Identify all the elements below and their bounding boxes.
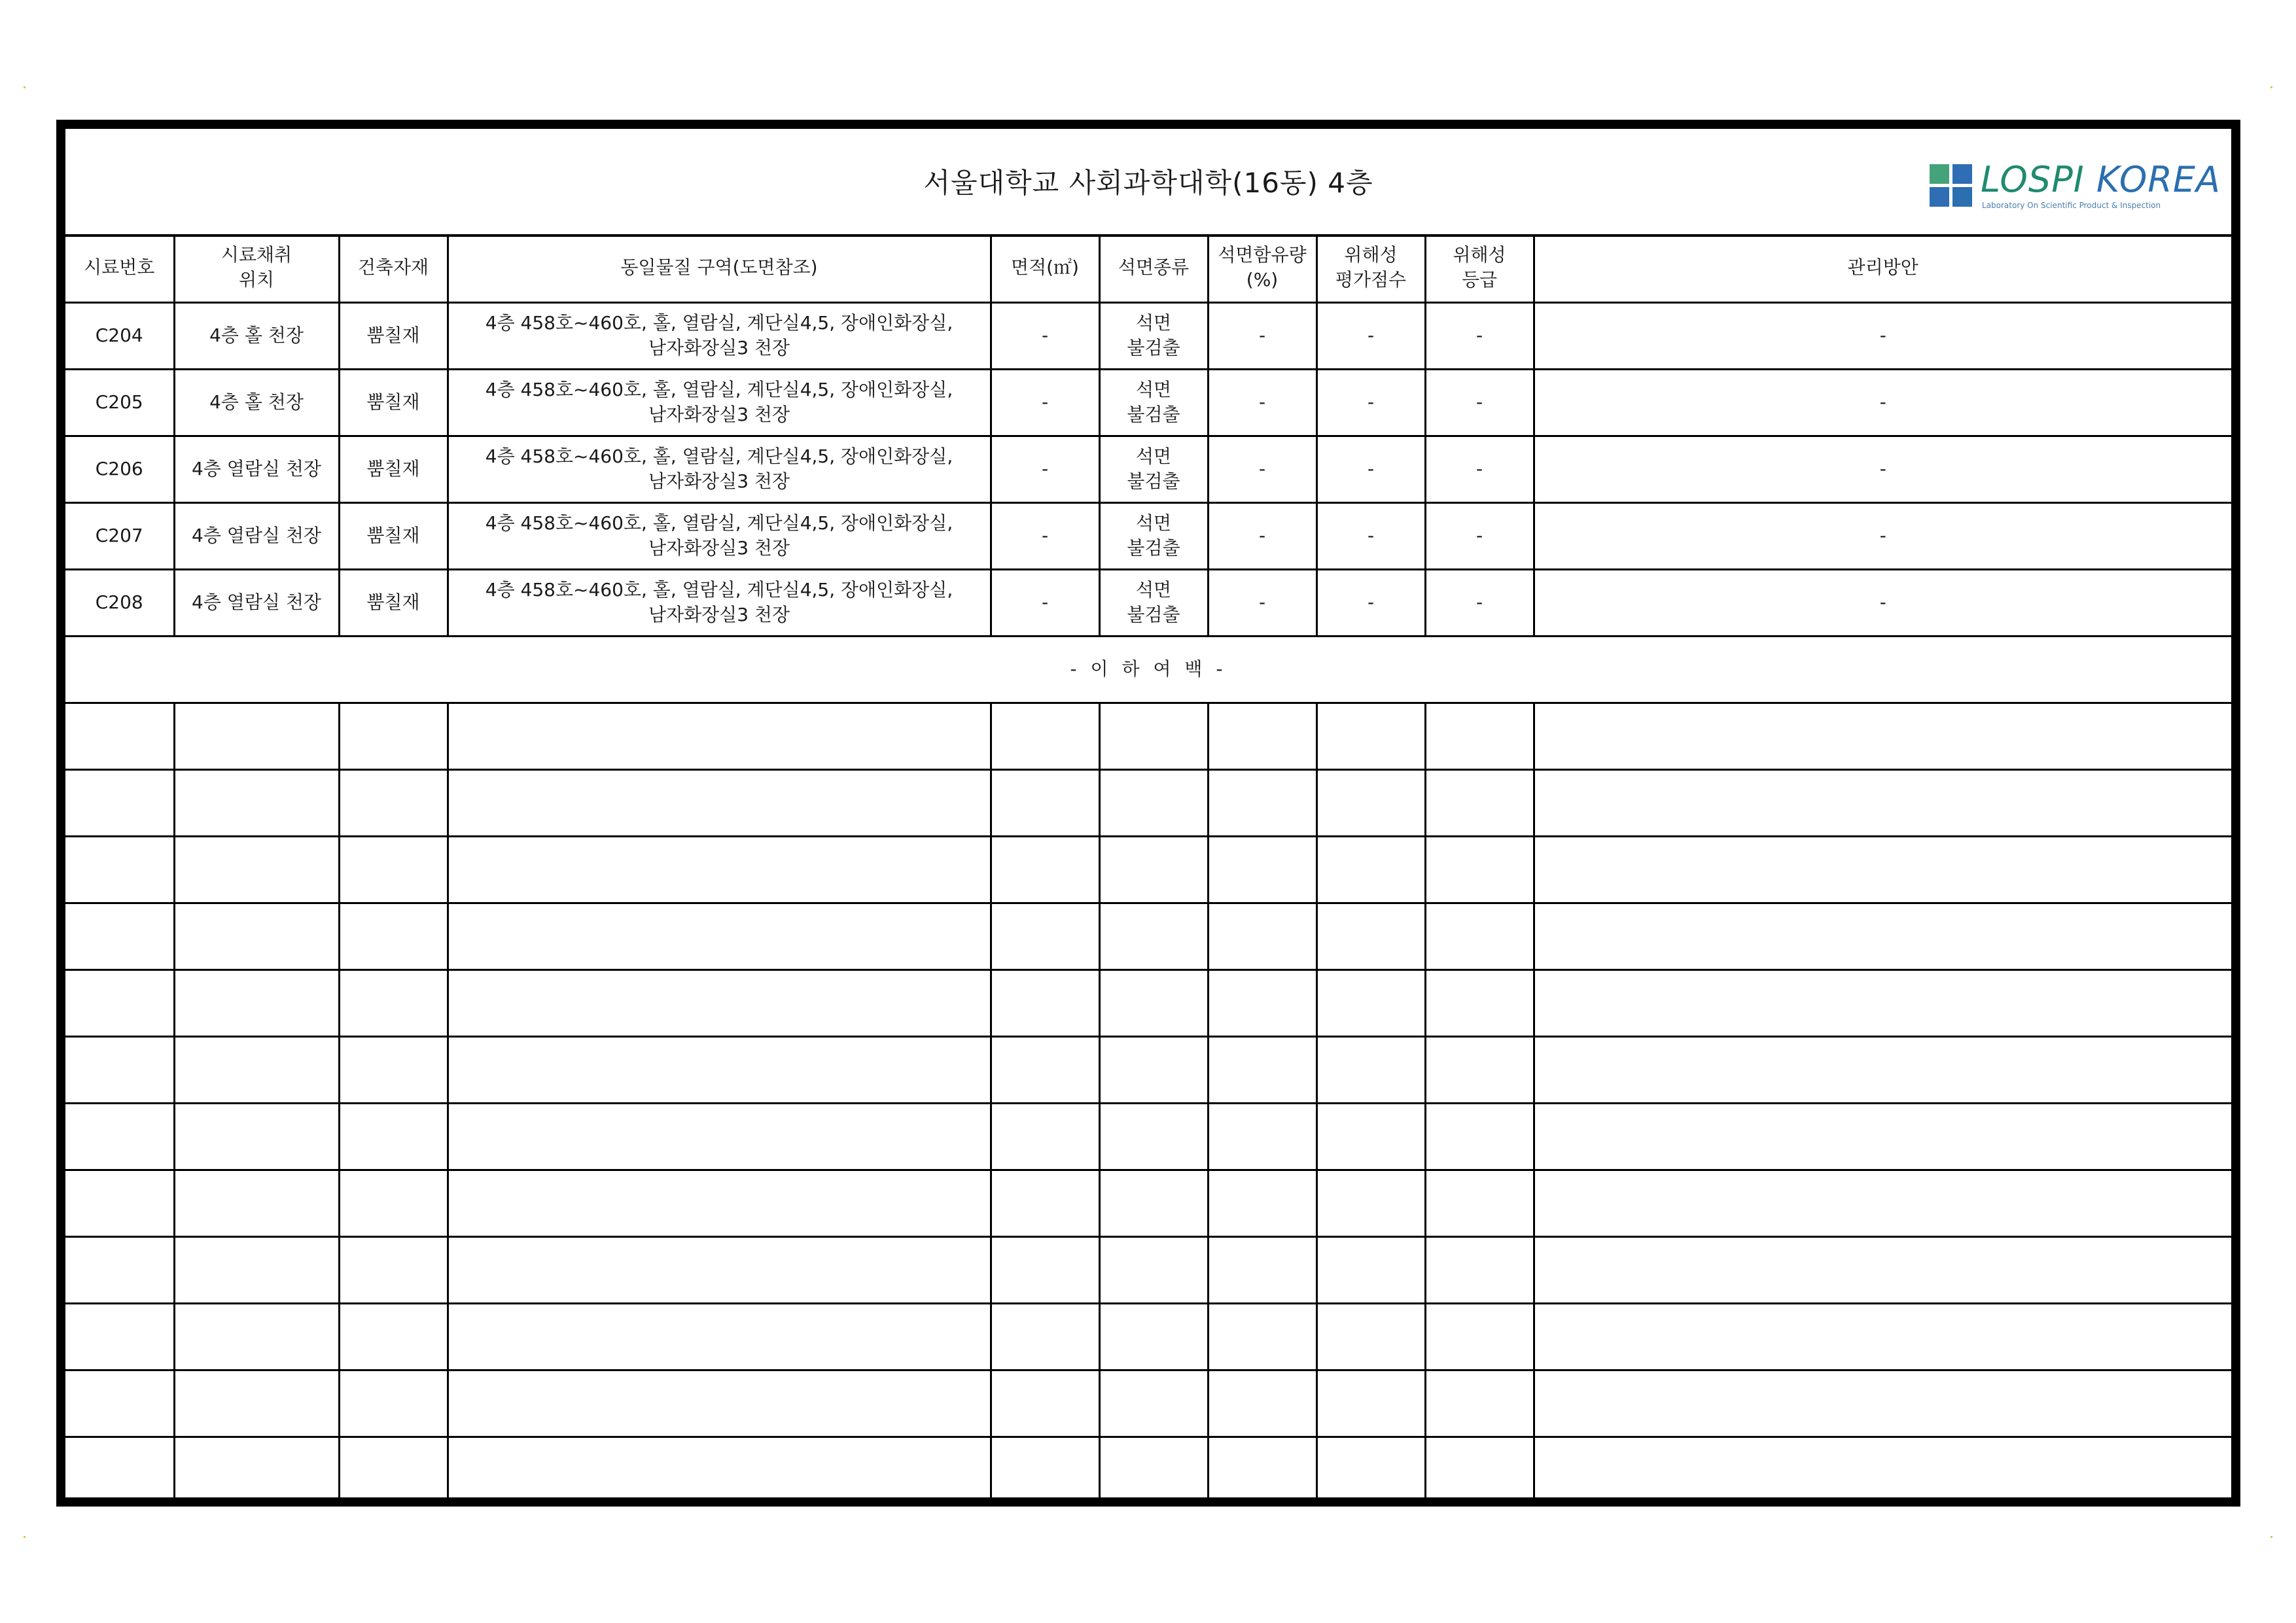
cell-area: - [991,502,1099,569]
empty-cell [1099,1303,1208,1370]
cell-homogeneous-area: 4층 458호~460호, 홀, 열람실, 계단실4,5, 장애인화장실, 남자화장실3 천장 [448,369,991,436]
cell-asbestos-content: - [1208,302,1316,369]
empty-cell [1425,1303,1534,1370]
empty-row [65,1370,2231,1437]
cell-risk-score: - [1316,302,1425,369]
empty-row [65,1036,2231,1103]
empty-cell [1099,969,1208,1036]
cell-asbestos-type: 석면 불검출 [1099,436,1208,502]
cell-risk-score: - [1316,502,1425,569]
empty-row [65,1437,2231,1503]
empty-cell [1425,1437,1534,1503]
empty-cell [991,1303,1099,1370]
logo-wordmark: LOSPI KOREA [1981,159,2221,200]
empty-cell [339,903,448,969]
empty-cell [1316,1370,1425,1437]
empty-cell [1099,1437,1208,1503]
empty-row [65,903,2231,969]
empty-cell [448,969,991,1036]
table-row [65,369,2231,436]
logo-tagline: Laboratory On Scientific Product & Inspection [1982,201,2161,210]
empty-cell [339,1437,448,1503]
cell-sample-location: 4층 홀 천장 [174,302,339,369]
empty-cell [65,903,174,969]
header-homogeneous-area: 동일물질 구역(도면참조) [448,234,991,302]
empty-cell [448,1170,991,1236]
cell-management-plan: - [1534,569,2231,636]
margin-mark [2270,86,2272,88]
empty-cell [65,703,174,769]
empty-cell [339,1170,448,1236]
empty-cell [339,1036,448,1103]
empty-cell [339,1236,448,1303]
empty-cell [1316,836,1425,903]
empty-cell [174,1103,339,1170]
header-sample-no: 시료번호 [65,234,174,302]
cell-material: 뿜칠재 [339,436,448,502]
empty-cell [1534,1036,2231,1103]
empty-cell [991,1036,1099,1103]
cell-sample-no: C207 [65,502,174,569]
empty-cell [1534,969,2231,1036]
blank-note: - 이 하 여 백 - [65,636,2231,703]
header-area: 면적(㎡) [991,234,1099,302]
empty-row [65,1170,2231,1236]
empty-cell [65,836,174,903]
cell-risk-grade: - [1425,569,1534,636]
cell-sample-location: 4층 열람실 천장 [174,569,339,636]
cell-asbestos-content: - [1208,502,1316,569]
empty-cell [1208,969,1316,1036]
empty-cell [1099,1236,1208,1303]
cell-asbestos-type: 석면 불검출 [1099,302,1208,369]
header-material: 건축자재 [339,234,448,302]
cell-homogeneous-area: 4층 458호~460호, 홀, 열람실, 계단실4,5, 장애인화장실, 남자화장실3 천장 [448,436,991,502]
empty-row [65,1103,2231,1170]
empty-cell [65,1437,174,1503]
empty-cell [1208,1303,1316,1370]
empty-cell [339,769,448,836]
empty-cell [339,969,448,1036]
empty-cell [1534,903,2231,969]
empty-cell [991,1236,1099,1303]
empty-row [65,769,2231,836]
cell-asbestos-content: - [1208,569,1316,636]
empty-cell [174,703,339,769]
cell-asbestos-type: 석면 불검출 [1099,369,1208,436]
empty-cell [448,903,991,969]
empty-cell [1534,1236,2231,1303]
empty-cell [1425,703,1534,769]
cell-material: 뿜칠재 [339,502,448,569]
table-row [65,436,2231,502]
cell-risk-grade: - [1425,369,1534,436]
cell-management-plan: - [1534,436,2231,502]
margin-mark [2270,1536,2272,1538]
empty-cell [991,1370,1099,1437]
empty-cell [1425,1370,1534,1437]
empty-cell [1316,1036,1425,1103]
empty-cell [1208,1036,1316,1103]
empty-cell [1534,1303,2231,1370]
empty-cell [991,969,1099,1036]
empty-cell [1425,969,1534,1036]
table-row [65,302,2231,369]
empty-cell [1099,1170,1208,1236]
empty-cell [1425,1170,1534,1236]
empty-cell [174,1437,339,1503]
empty-cell [1534,836,2231,903]
empty-cell [448,769,991,836]
document-frame [56,120,2240,1507]
empty-cell [1425,1036,1534,1103]
cell-sample-no: C206 [65,436,174,502]
empty-cell [1208,1370,1316,1437]
cell-asbestos-content: - [1208,369,1316,436]
blank-note-row [65,636,2231,703]
empty-cell [65,1170,174,1236]
empty-cell [1425,1103,1534,1170]
cell-sample-no: C205 [65,369,174,436]
table-header-row [65,234,2231,302]
empty-cell [1316,1170,1425,1236]
empty-cell [339,1370,448,1437]
cell-sample-location: 4층 홀 천장 [174,369,339,436]
empty-cell [65,1370,174,1437]
empty-cell [1425,836,1534,903]
empty-cell [1099,769,1208,836]
cell-area: - [991,436,1099,502]
cell-risk-score: - [1316,436,1425,502]
cell-management-plan: - [1534,369,2231,436]
cell-risk-grade: - [1425,502,1534,569]
cell-material: 뿜칠재 [339,569,448,636]
empty-cell [1425,769,1534,836]
empty-cell [1316,1303,1425,1370]
cell-area: - [991,369,1099,436]
empty-cell [991,1170,1099,1236]
cell-material: 뿜칠재 [339,369,448,436]
cell-management-plan: - [1534,502,2231,569]
header-risk-grade: 위해성 등급 [1425,234,1534,302]
document-title: 서울대학교 사회과학대학(16동) 4층 [923,167,1373,199]
empty-cell [1534,1170,2231,1236]
empty-cell [174,903,339,969]
header-risk-score: 위해성 평가점수 [1316,234,1425,302]
cell-homogeneous-area: 4층 458호~460호, 홀, 열람실, 계단실4,5, 장애인화장실, 남자화장실3 천장 [448,302,991,369]
empty-cell [65,1103,174,1170]
empty-row [65,836,2231,903]
header-asbestos-content: 석면함유량 (%) [1208,234,1316,302]
empty-cell [448,1303,991,1370]
empty-cell [174,969,339,1036]
empty-cell [448,1437,991,1503]
empty-row [65,969,2231,1036]
empty-cell [991,836,1099,903]
empty-cell [65,969,174,1036]
empty-cell [448,1103,991,1170]
empty-cell [991,1437,1099,1503]
cell-management-plan: - [1534,302,2231,369]
empty-cell [1316,1236,1425,1303]
empty-cell [991,703,1099,769]
empty-cell [1425,903,1534,969]
empty-cell [1208,836,1316,903]
lospi-korea-logo [1930,159,2221,217]
empty-cell [1208,1103,1316,1170]
empty-cell [174,1370,339,1437]
title-bar [65,129,2231,237]
empty-cell [991,903,1099,969]
empty-cell [1208,769,1316,836]
empty-cell [1208,703,1316,769]
empty-cell [991,1103,1099,1170]
empty-cell [339,703,448,769]
cell-risk-score: - [1316,569,1425,636]
cell-material: 뿜칠재 [339,302,448,369]
empty-cell [1534,1103,2231,1170]
empty-cell [1534,1370,2231,1437]
header-sample-location: 시료채취 위치 [174,234,339,302]
cell-risk-grade: - [1425,302,1534,369]
empty-cell [1208,1437,1316,1503]
cell-asbestos-type: 석면 불검출 [1099,569,1208,636]
empty-cell [65,1036,174,1103]
cell-asbestos-type: 석면 불검출 [1099,502,1208,569]
cell-asbestos-content: - [1208,436,1316,502]
empty-cell [448,1236,991,1303]
logo-squares-icon [1930,164,1973,207]
empty-cell [1099,703,1208,769]
empty-cell [1316,1103,1425,1170]
cell-homogeneous-area: 4층 458호~460호, 홀, 열람실, 계단실4,5, 장애인화장실, 남자화장실3 천장 [448,569,991,636]
cell-sample-location: 4층 열람실 천장 [174,502,339,569]
empty-cell [65,1303,174,1370]
empty-cell [1099,903,1208,969]
empty-row [65,703,2231,769]
empty-cell [339,836,448,903]
cell-area: - [991,569,1099,636]
cell-area: - [991,302,1099,369]
header-asbestos-type: 석면종류 [1099,234,1208,302]
table-row [65,502,2231,569]
empty-cell [1534,769,2231,836]
cell-risk-score: - [1316,369,1425,436]
empty-cell [1316,1437,1425,1503]
cell-sample-location: 4층 열람실 천장 [174,436,339,502]
empty-cell [65,1236,174,1303]
empty-cell [1099,1036,1208,1103]
empty-cell [65,769,174,836]
empty-cell [1208,903,1316,969]
empty-cell [174,1170,339,1236]
empty-cell [448,703,991,769]
empty-cell [1316,969,1425,1036]
empty-cell [1099,836,1208,903]
empty-cell [174,769,339,836]
empty-cell [448,836,991,903]
header-management-plan: 관리방안 [1534,234,2231,302]
empty-cell [1208,1170,1316,1236]
empty-row [65,1236,2231,1303]
empty-cell [1208,1236,1316,1303]
empty-cell [1099,1103,1208,1170]
empty-cell [1425,1236,1534,1303]
empty-cell [339,1303,448,1370]
empty-row [65,1303,2231,1370]
empty-cell [1316,769,1425,836]
margin-mark [24,86,26,88]
empty-cell [174,1236,339,1303]
empty-cell [1534,1437,2231,1503]
empty-cell [1099,1370,1208,1437]
cell-sample-no: C204 [65,302,174,369]
empty-cell [1316,903,1425,969]
margin-mark [24,1536,26,1538]
empty-cell [174,1036,339,1103]
empty-cell [448,1370,991,1437]
empty-cell [174,1303,339,1370]
empty-cell [174,836,339,903]
empty-cell [1316,703,1425,769]
sample-table [65,234,2231,1505]
table-row [65,569,2231,636]
empty-cell [339,1103,448,1170]
cell-sample-no: C208 [65,569,174,636]
cell-homogeneous-area: 4층 458호~460호, 홀, 열람실, 계단실4,5, 장애인화장실, 남자화장실3 천장 [448,502,991,569]
empty-cell [991,769,1099,836]
empty-cell [448,1036,991,1103]
empty-cell [1534,703,2231,769]
cell-risk-grade: - [1425,436,1534,502]
